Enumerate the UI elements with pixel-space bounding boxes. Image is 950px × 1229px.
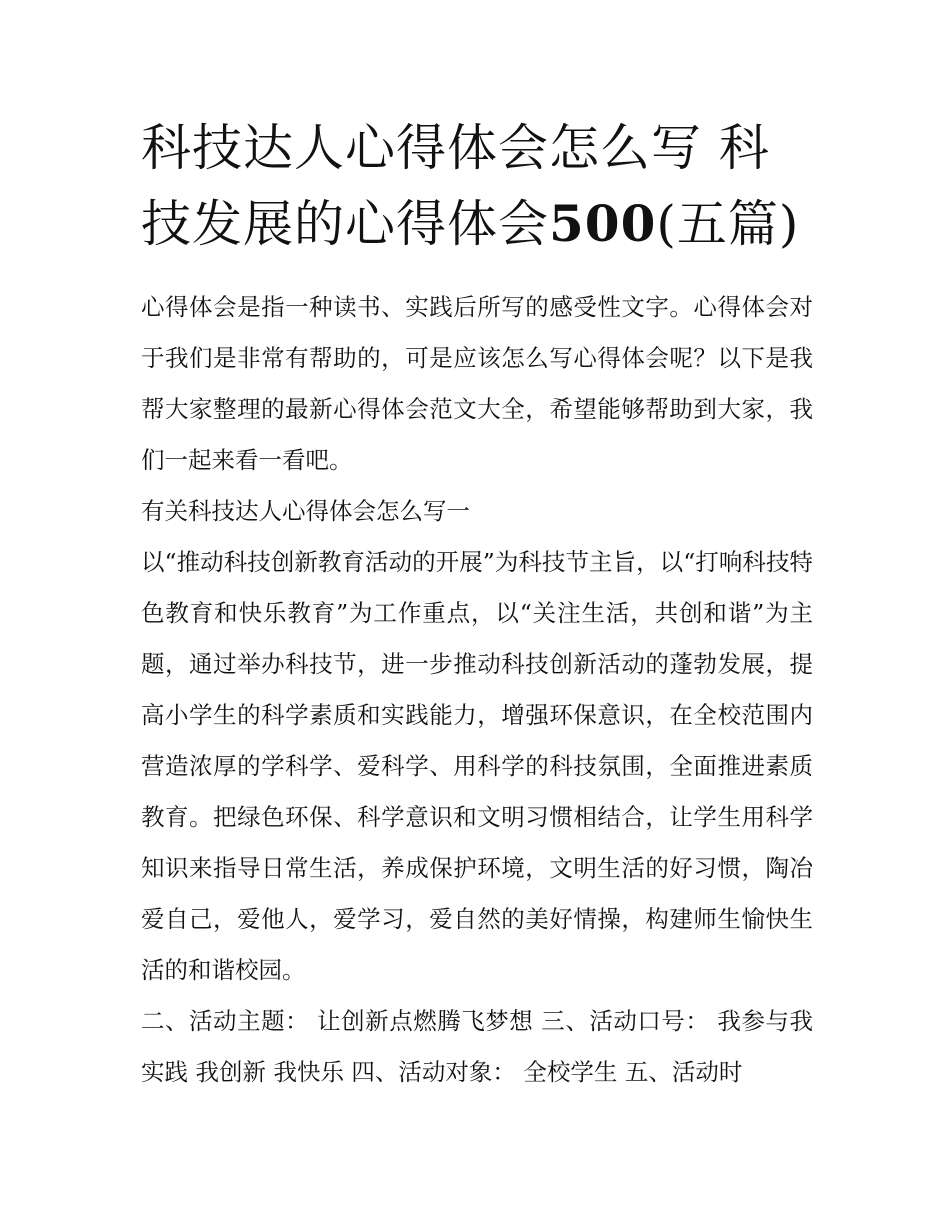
title-suffix: (五篇) (656, 195, 800, 253)
title-text: 科技达人心得体会怎么写 科技发展的心得体会 (141, 119, 770, 253)
section-heading: 有关科技达人心得体会怎么写一 (141, 497, 470, 525)
document-title (141, 110, 813, 262)
document-content (141, 110, 813, 1098)
title-number: 500 (549, 194, 657, 253)
body-paragraph: 以“推动科技创新教育活动的开展”为科技节主旨，以“打响科技特色教育和快乐教育”为工作重点，以“关注生活，共创和谐”为主题，通过举办科技节，进一步推动科技创新活动的蓬勃发展，提高小学生的科学素质和实践能力，增强环保意识，在全校范围内营造浓厚的学科学、爱科学、用科学的科技氛围，全面推进素质教育。把绿色环保、科学意识和文明习惯相结合，让学生用科学知识来指导日常生活，养成保护环境，文明生活的好习惯，陶冶爱自己，爱他人，爱学习，爱自然的美好情操，构建师生愉快生活的和谐校园。 (141, 548, 813, 984)
activity-list-paragraph: 二、活动主题： 让创新点燃腾飞梦想 三、活动口号： 我参与我实践 我创新 我快乐 四、活动对象： 全校学生 五、活动时 (141, 1007, 813, 1086)
intro-paragraph: 心得体会是指一种读书、实践后所写的感受性文字。心得体会对于我们是非常有帮助的，可是应该怎么写心得体会呢？以下是我帮大家整理的最新心得体会范文大全，希望能够帮助到大家，我们一起来看一看吧。 (141, 293, 813, 474)
